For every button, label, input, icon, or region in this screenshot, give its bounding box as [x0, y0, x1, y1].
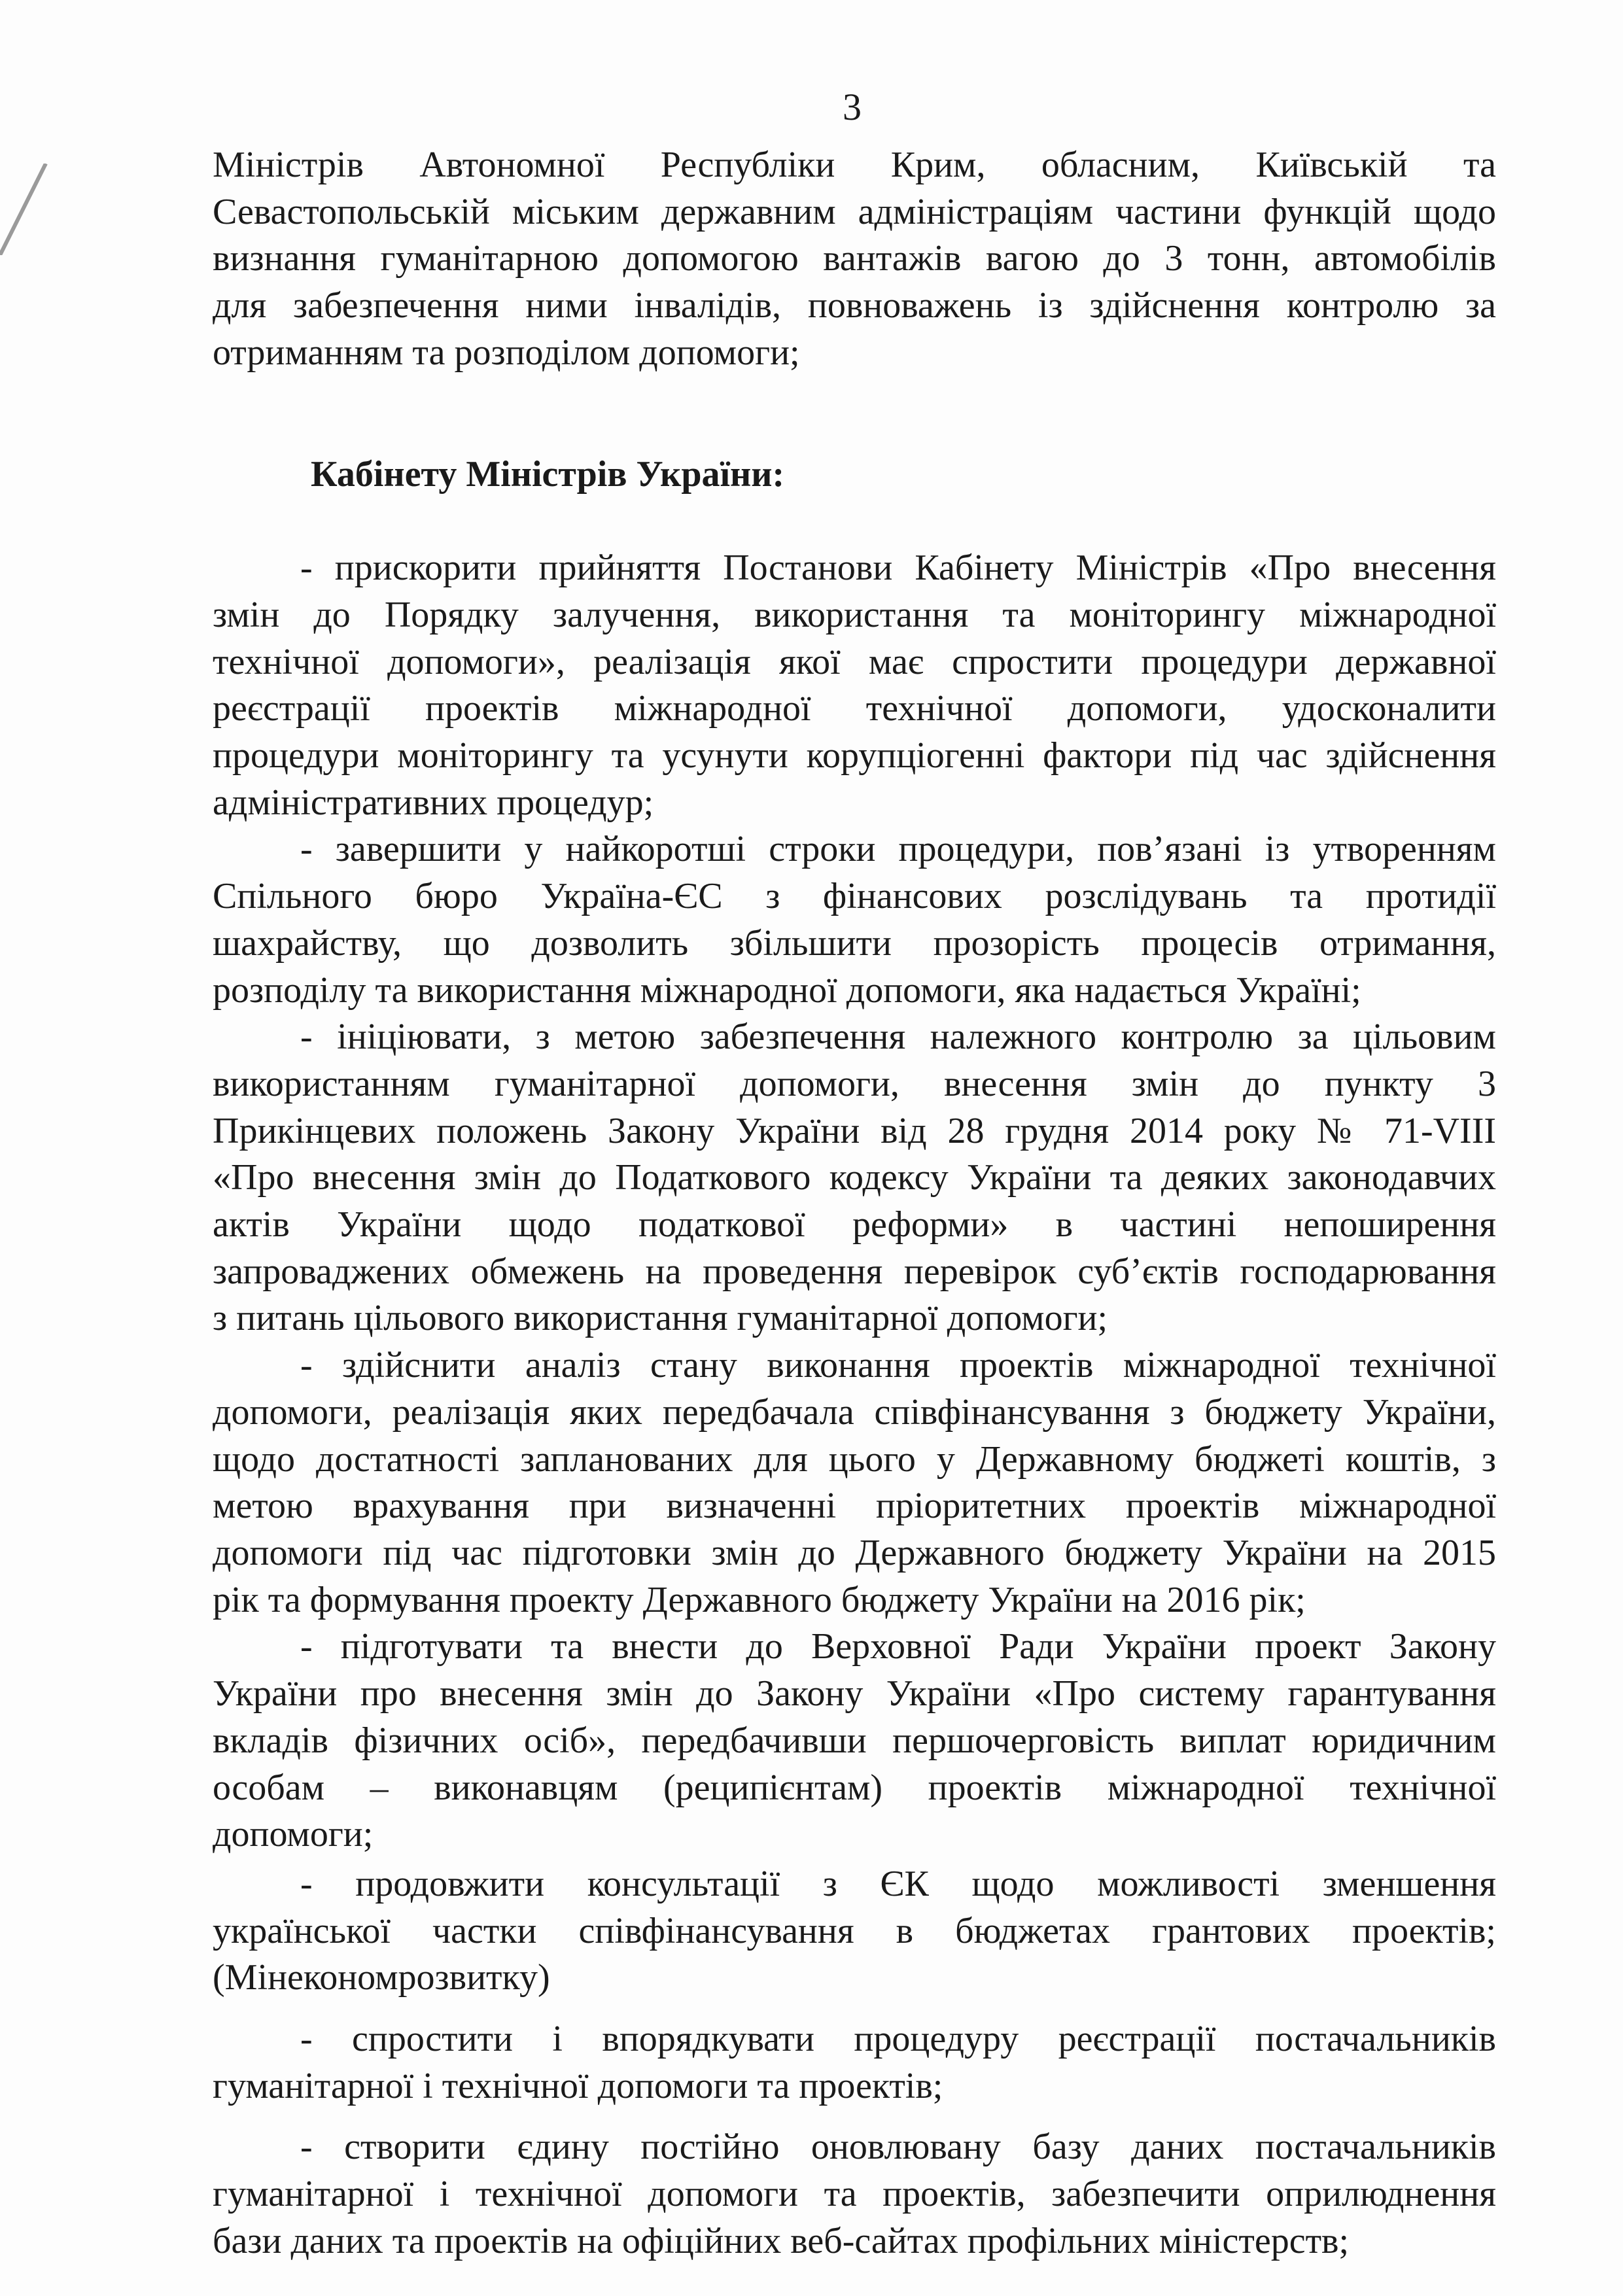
recommendations-list: [213, 545, 1496, 2265]
text-line: України про внесення змін до Закону України «Про систему гарантування: [213, 1673, 1496, 1714]
text-line: отриманням та розподілом допомоги;: [213, 332, 800, 373]
text-line: - прискорити прийняття Постанови Кабінету Міністрів «Про внесення: [300, 548, 1496, 589]
text-line: гуманітарної і технічної допомоги та проектів;: [213, 2065, 943, 2106]
document-body: [213, 142, 1496, 2265]
text-line: шахрайству, що дозволить збільшити прозорість процесів отримання,: [213, 922, 1496, 964]
recommendation-paragraph: [213, 826, 1496, 1014]
text-line: для забезпечення ними інвалідів, повноважень із здійснення контролю за: [213, 285, 1496, 326]
recommendation-paragraph: [213, 2124, 1496, 2265]
text-line: допомоги;: [213, 1814, 374, 1855]
text-line: адміністративних процедур;: [213, 782, 654, 823]
text-line: визнання гуманітарною допомогою вантажів вагою до 3 тонн, автомобілів: [213, 238, 1496, 279]
text-line: Севастопольській міським державним адміністраціям частини функцій щодо: [213, 191, 1496, 232]
text-line: - продовжити консультації з ЄК щодо можливості зменшення: [300, 1863, 1496, 1904]
text-line: бази даних та проектів на офіційних веб-сайтах профільних міністерств;: [213, 2220, 1350, 2261]
recommendation-paragraph: [213, 2016, 1496, 2110]
text-line: реєстрації проектів міжнародної технічної допомоги, удосконалити: [213, 688, 1496, 729]
scan-edge-shadow: [0, 164, 59, 255]
recommendation-paragraph: [213, 1342, 1496, 1624]
text-line: - підготувати та внести до Верховної Ради України проект Закону: [300, 1626, 1496, 1667]
page-number: 3: [843, 86, 862, 128]
text-line: - здійснити аналіз стану виконання проектів міжнародної технічної: [300, 1345, 1496, 1386]
recommendation-paragraph: [213, 545, 1496, 826]
text-line: з питань цільового використання гуманітарної допомоги;: [213, 1298, 1108, 1339]
text-line: - спростити і впорядкувати процедуру реєстрації постачальників: [300, 2019, 1496, 2060]
text-line: Прикінцевих положень Закону України від 28 грудня 2014 року № 71-VIII: [213, 1110, 1496, 1151]
text-line: особам – виконавцям (реципієнтам) проектів міжнародної технічної: [213, 1767, 1496, 1808]
text-line: «Про внесення змін до Податкового кодексу України та деяких законодавчих: [213, 1157, 1496, 1198]
text-line: технічної допомоги», реалізація якої має спростити процедури державної: [213, 641, 1496, 682]
section-heading: Кабінету Міністрів України:: [311, 453, 785, 495]
text-line: вкладів фізичних осіб», передбачивши першочерговість виплат юридичним: [213, 1720, 1496, 1761]
text-line: української частки співфінансування в бюджетах грантових проектів;: [213, 1910, 1496, 1951]
text-line: щодо достатності запланованих для цього у Державному бюджеті коштів, з: [213, 1438, 1496, 1480]
text-line: Спільного бюро Україна-ЄС з фінансових розслідувань та протидії: [213, 876, 1496, 917]
text-line: запроваджених обмежень на проведення перевірок суб’єктів господарювання: [213, 1251, 1496, 1292]
text-line: метою врахування при визначенні пріоритетних проектів міжнародної: [213, 1486, 1496, 1527]
recommendation-paragraph: [213, 1014, 1496, 1342]
recommendation-paragraph: [213, 1624, 1496, 1858]
text-line: - ініціювати, з метою забезпечення належного контролю за цільовим: [300, 1017, 1496, 1058]
text-line: гуманітарної і технічної допомоги та проектів, забезпечити оприлюднення: [213, 2174, 1496, 2215]
text-line: актів України щодо податкової реформи» в частині непоширення: [213, 1204, 1496, 1245]
text-line: допомоги під час підготовки змін до Державного бюджету України на 2015: [213, 1532, 1496, 1573]
text-line: рік та формування проекту Державного бюджету України на 2016 рік;: [213, 1579, 1306, 1620]
text-line: розподілу та використання міжнародної допомоги, яка надається Україні;: [213, 969, 1361, 1011]
text-line: - завершити у найкоротші строки процедури, пов’язані із утворенням: [300, 829, 1496, 870]
text-line: (Мінекономрозвитку): [213, 1957, 550, 1998]
text-line: процедури моніторингу та усунути корупціогенні фактори під час здійснення: [213, 735, 1496, 776]
text-line: змін до Порядку залучення, використання та моніторингу міжнародної: [213, 594, 1496, 635]
text-line: використанням гуманітарної допомоги, внесення змін до пункту 3: [213, 1063, 1496, 1104]
text-line: - створити єдину постійно оновлювану базу даних постачальників: [300, 2127, 1496, 2168]
text-line: Міністрів Автономної Республіки Крим, обласним, Київській та: [213, 145, 1496, 185]
recommendation-paragraph: [213, 1861, 1496, 2002]
text-line: допомоги, реалізація яких передбачала співфінансування з бюджету України,: [213, 1391, 1496, 1433]
intro-paragraph: [213, 142, 1496, 377]
